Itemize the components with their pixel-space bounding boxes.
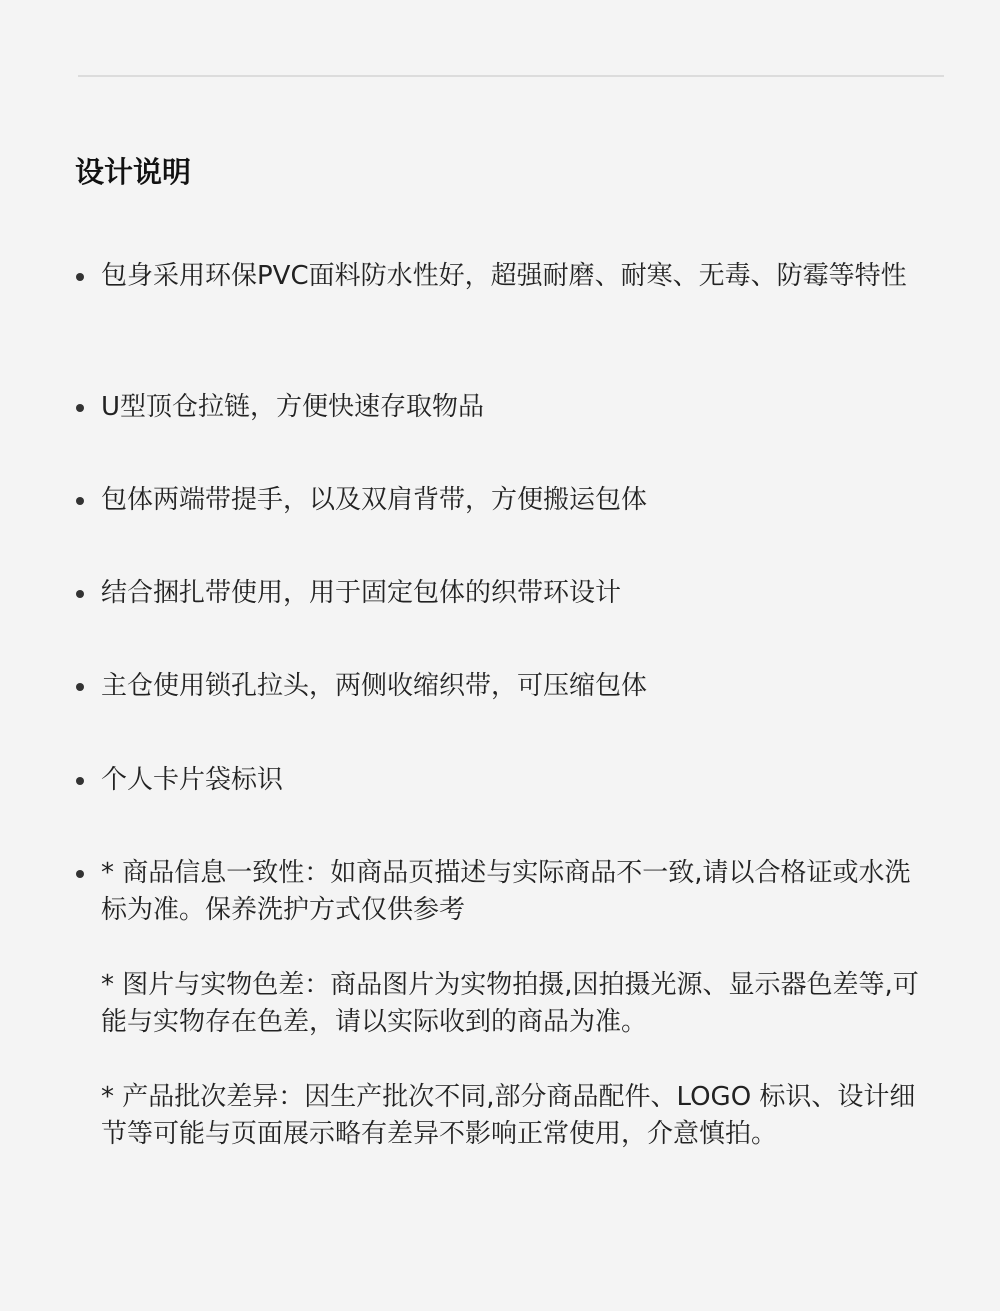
feature-text: 结合捆扎带使用，用于固定包体的织带环设计 [101,578,622,608]
list-item [101,258,931,295]
bullet-icon [76,590,84,598]
top-divider [78,75,944,77]
notes-item [101,855,931,1153]
list-item [101,762,931,799]
feature-text: 主仓使用锁孔拉头，两侧收缩织带，可压缩包体 [101,671,648,701]
feature-text: 包身采用环保PVC面料防水性好，超强耐磨、耐寒、无毒、防霉等特性 [101,261,907,291]
note-batch-difference: * 产品批次差异：因生产批次不同,部分商品配件、LOGO 标识、设计细节等可能与页面展示略有差异不影响正常使用，介意慎拍。 [101,1082,916,1149]
list-item [101,575,931,612]
bullet-icon [76,497,84,505]
bullet-icon [76,273,84,281]
bullet-icon [76,683,84,691]
bullet-icon [76,870,84,878]
list-item [101,482,931,519]
list-item [101,668,931,705]
list-item [101,389,931,426]
bullet-icon [76,404,84,412]
note-color-difference: * 图片与实物色差：商品图片为实物拍摄,因拍摄光源、显示器色差等,可能与实物存在色差，请以实际收到的商品为准。 [101,970,919,1037]
note-consistency: * 商品信息一致性：如商品页描述与实际商品不一致,请以合格证或水洗标为准。保养洗护方式仅供参考 [101,858,911,925]
section-title: 设计说明 [75,155,192,189]
feature-text: 个人卡片袋标识 [101,765,284,795]
feature-text: U型顶仓拉链，方便快速存取物品 [101,392,485,422]
bullet-icon [76,777,84,785]
feature-text: 包体两端带提手，以及双肩背带，方便搬运包体 [101,485,648,515]
